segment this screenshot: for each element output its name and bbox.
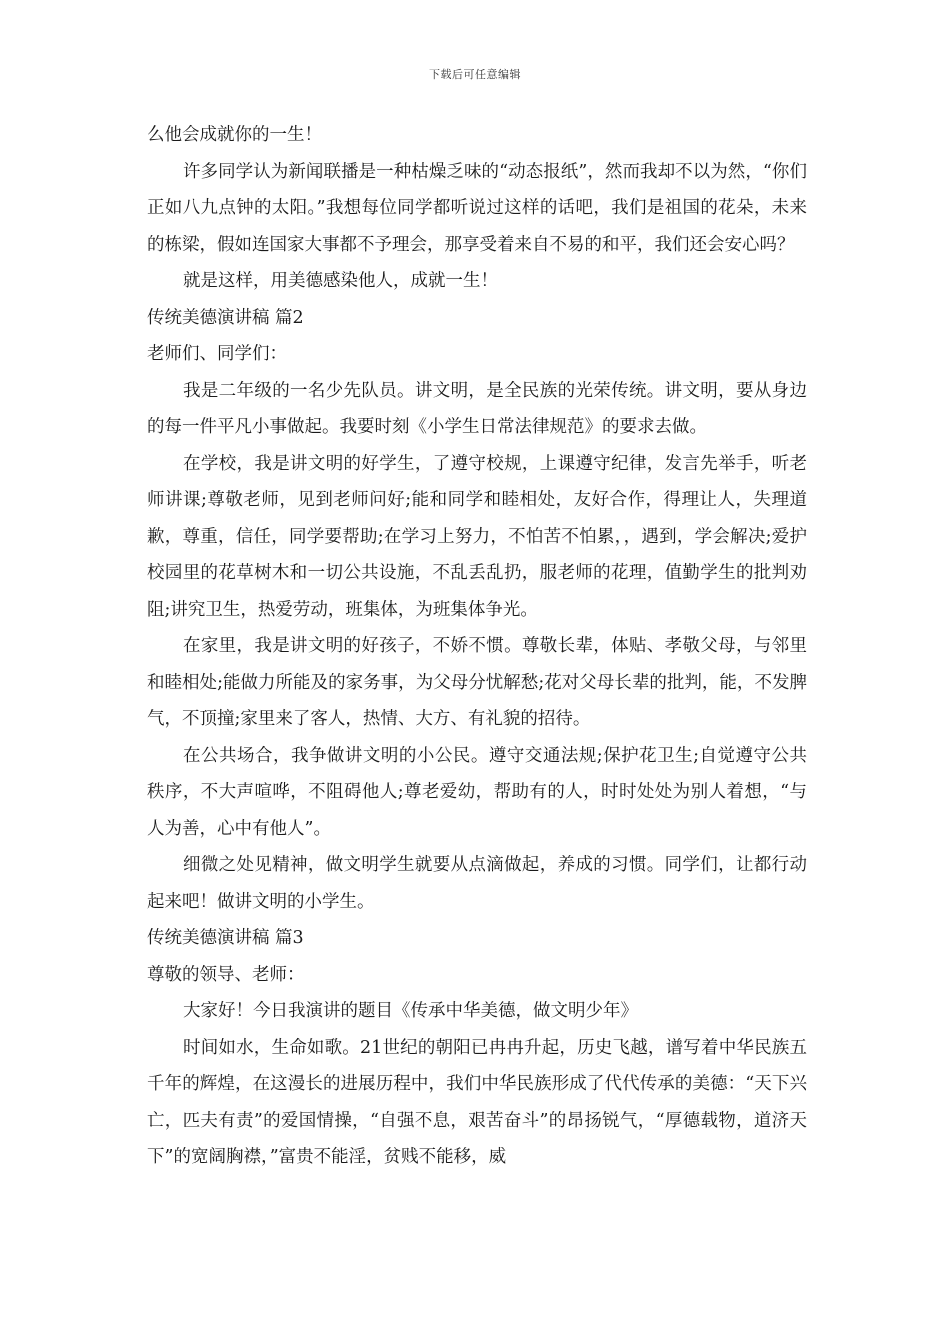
paragraph: 在学校，我是讲文明的好学生，了遵守校规，上课遵守纪律，发言先举手，听老师讲课;尊敬老师，见到老师问好;能和同学和睦相处，友好合作，得理让人，失理道歉，尊重，信任，同学要帮助;在学习上努力，不怕苦不怕累，，遇到，学会解决;爱护校园里的花草树木和一切公共设施，不乱丢乱扔，服老师的花理，值勤学生的批判劝阻;讲究卫生，热爱劳动，班集体，为班集体争光。 — [147, 453, 807, 620]
paragraph: 就是这样，用美德感染他人，成就一生！ — [183, 271, 498, 291]
paragraph: 在公共场合，我争做讲文明的小公民。遵守交通法规;保护花卫生;自觉遵守公共秩序，不大声喧哗，不阻碍他人;尊老爱幼，帮助有的人，时时处处为别人着想，“与人为善，心中有他人”。 — [147, 745, 807, 839]
paragraph: 时间如水，生命如歌。21世纪的朝阳已冉冉升起，历史飞越，谱写着中华民族五千年的辉煌，在这漫长的进展历程中，我们中华民族形成了代代传承的美德：“天下兴亡，匹夫有责”的爱国情操，“自强不息，艰苦奋斗”的昂扬锐气，“厚德载物，道济天下”的宽阔胸襟，”富贵不能淫，贫贱不能移，威 — [147, 1037, 807, 1167]
salutation: 老师们、同学们： — [147, 344, 287, 364]
salutation: 尊敬的领导、老师： — [147, 964, 305, 985]
paragraph: 我是二年级的一名少先队员。讲文明，是全民族的光荣传统。讲文明，要从身边的每一件平凡小事做起。我要时刻《小学生日常法律规范》的要求去做。 — [147, 380, 807, 437]
section-title: 传统美德演讲稿 篇2 — [147, 307, 304, 328]
section-title: 传统美德演讲稿 篇3 — [147, 928, 304, 948]
paragraph: 在家里，我是讲文明的好孩子，不娇不惯。尊敬长辈，体贴、孝敬父母，与邻里和睦相处;能做力所能及的家务事，为父母分忧解愁;花对父母长辈的批判，能，不发脾气，不顶撞;家里来了客人，热情、大方、有礼貌的招待。 — [147, 636, 807, 729]
page-header: 下载后可任意编辑 — [429, 68, 521, 81]
paragraph: 么他会成就你的一生！ — [147, 125, 322, 145]
paragraph: 细微之处见精神，做文明学生就要从点滴做起，养成的习惯。同学们，让都行动起来吧！做讲文明的小学生。 — [147, 855, 807, 912]
document-body — [147, 117, 807, 1176]
paragraph: 大家好！今日我演讲的题目《传承中华美德，做文明少年》 — [183, 1001, 638, 1021]
paragraph: 许多同学认为新闻联播是一种枯燥乏味的“动态报纸”，然而我却不以为然，“你们正如八九点钟的太阳。”我想每位同学都听说过这样的话吧，我们是祖国的花朵，未来的栋梁，假如连国家大事都不予理会，那享受着来自不易的和平，我们还会安心吗？ — [147, 161, 807, 255]
